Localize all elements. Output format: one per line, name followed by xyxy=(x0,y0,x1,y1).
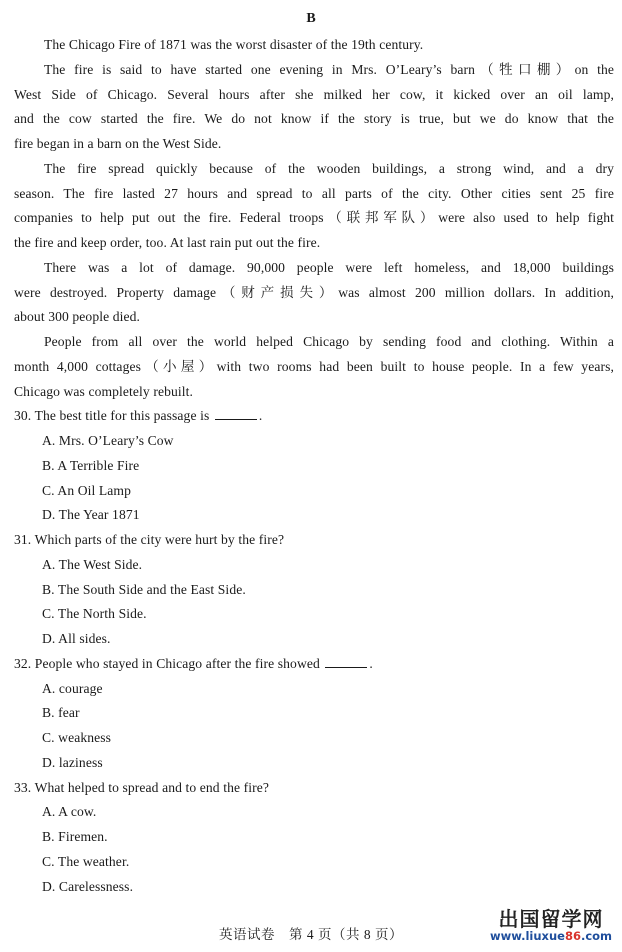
passage-line: month 4,000 cottages（小屋）with two rooms had been built to house people. In a few years, xyxy=(14,359,614,374)
page-footer: 英语试卷 第 4 页（共 8 页） xyxy=(219,927,403,942)
option-b[interactable]: B. The South Side and the East Side. xyxy=(42,582,246,597)
question-stem xyxy=(14,407,614,425)
question-number: 33. xyxy=(14,780,32,795)
option-c[interactable]: C. weakness xyxy=(42,730,112,745)
passage-line: The fire spread quickly because of the wooden buildings, a strong wind, and a dry xyxy=(44,161,614,176)
option-c[interactable]: C. The North Side. xyxy=(42,606,147,621)
passage-line: The fire is said to have started one evening in Mrs. O’Leary’s barn（牲口棚）on the xyxy=(44,62,614,77)
section-heading: B xyxy=(306,11,316,26)
option-d[interactable]: D. All sides. xyxy=(42,631,111,646)
option-d[interactable]: D. laziness xyxy=(42,755,103,770)
option-a[interactable]: A. The West Side. xyxy=(42,557,143,572)
question-end: . xyxy=(369,656,373,671)
question-stem xyxy=(14,655,614,673)
answer-blank[interactable] xyxy=(215,407,257,420)
option-b[interactable]: B. fear xyxy=(42,705,80,720)
question-stem xyxy=(14,779,614,797)
passage-line: Chicago was completely rebuilt. xyxy=(14,384,194,399)
question-text: The best title for this passage is xyxy=(34,408,210,423)
option-d[interactable]: D. Carelessness. xyxy=(42,879,134,894)
option-c[interactable]: C. The weather. xyxy=(42,854,130,869)
passage-line: West Side of Chicago. Several hours after she milked her cow, it kicked over an oil lamp, xyxy=(14,87,614,102)
question-text: What helped to spread and to end the fire? xyxy=(34,780,270,795)
answer-blank[interactable] xyxy=(325,655,367,668)
passage-line: about 300 people died. xyxy=(14,309,141,324)
option-a[interactable]: A. Mrs. O’Leary’s Cow xyxy=(42,433,174,448)
option-d[interactable]: D. The Year 1871 xyxy=(42,507,140,522)
question-end: . xyxy=(258,408,263,423)
watermark-site-name: 出国留学网 xyxy=(498,907,604,931)
watermark-url-accent: 86 xyxy=(564,929,581,943)
option-a[interactable]: A. A cow. xyxy=(42,804,97,819)
passage-line: season. The fire lasted 27 hours and spread to all parts of the city. Other cities sent 25 fire xyxy=(14,186,614,201)
question-stem xyxy=(14,531,614,549)
passage-line: fire began in a barn on the West Side. xyxy=(14,136,222,151)
option-c[interactable]: C. An Oil Lamp xyxy=(42,483,132,498)
watermark-url-suffix: .com xyxy=(580,929,613,943)
option-a[interactable]: A. courage xyxy=(42,681,103,696)
passage-line: People from all over the world helped Chicago by sending food and clothing. Within a xyxy=(44,334,614,349)
site-watermark xyxy=(484,908,618,943)
watermark-url-prefix: www.liuxue xyxy=(489,929,565,943)
question-number: 30. xyxy=(14,408,32,423)
passage-line: The Chicago Fire of 1871 was the worst disaster of the 19th century. xyxy=(44,37,424,52)
passage-line: were destroyed. Property damage（财产损失）was almost 200 million dollars. In addition, xyxy=(14,285,614,300)
option-b[interactable]: B. Firemen. xyxy=(42,829,108,844)
passage-line: the fire and keep order, too. At last rain put out the fire. xyxy=(14,235,321,250)
question-text: Which parts of the city were hurt by the fire? xyxy=(34,532,285,547)
question-number: 31. xyxy=(14,532,32,547)
passage-line: and the cow started the fire. We do not know if the story is true, but we do know that the xyxy=(14,111,614,126)
passage-line: companies to help put out the fire. Federal troops（联邦军队）were also used to help fight xyxy=(14,210,614,225)
passage-line: There was a lot of damage. 90,000 people were left homeless, and 18,000 buildings xyxy=(44,260,614,275)
watermark-url xyxy=(484,930,618,943)
question-number: 32. xyxy=(14,656,32,671)
question-text: People who stayed in Chicago after the fire showed xyxy=(34,656,320,671)
option-b[interactable]: B. A Terrible Fire xyxy=(42,458,140,473)
